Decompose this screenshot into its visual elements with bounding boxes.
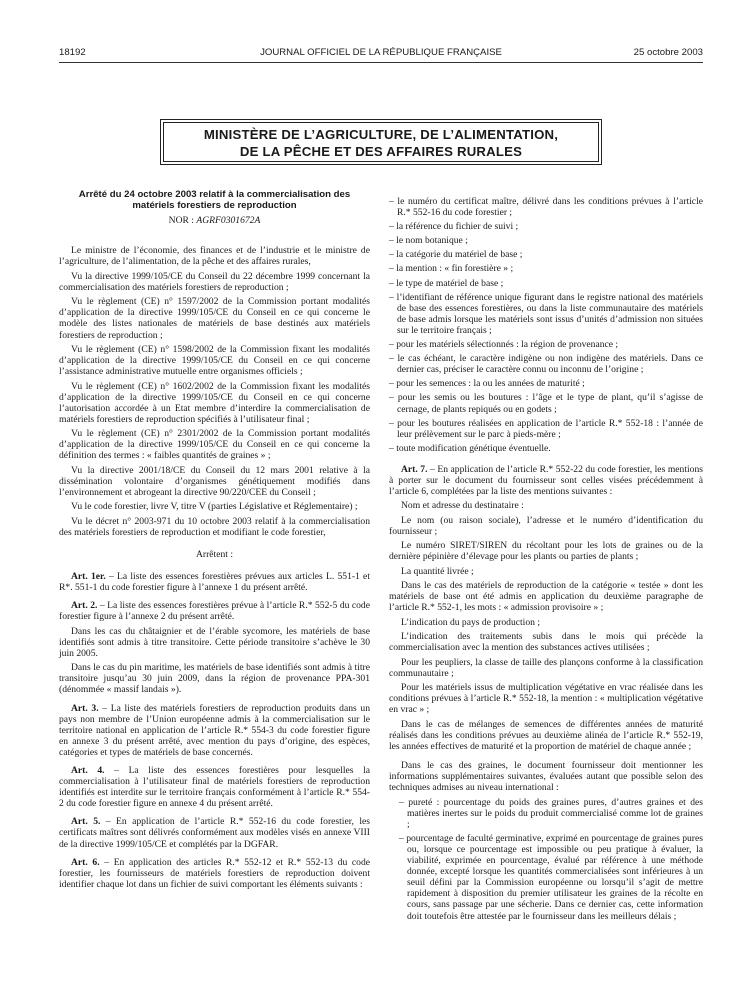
mention-para: Pour les peupliers, la classe de taille des plançons conforme à la classification communautaire ; <box>389 656 703 679</box>
seed-info-item: – pourcentage de faculté germinative, exprimé en pourcentage de graines pures ou, lorsque ce pourcentage est impossible ou peu pratique à évaluer, la viabilité, exprimée en pourcentage, évalué par référence à une méthode donnée, excepté lorsque les quantités commercialisées sont inférieures à un seuil défini par la Commission européenne ou lorsqu’il s’agit de mettre rapidement à disposition du premier utilisateur les graines de la récolte en cours, sans passage par une sécherie. Dans ce dernier cas, cette information doit toutefois être attestée par le fournisseur dans les meilleurs délais ; <box>399 832 703 922</box>
nor-value: AGRF0301672A <box>196 215 261 227</box>
article-5 <box>59 816 370 849</box>
preamble-para: Vu la directive 1999/105/CE du Conseil du 22 décembre 1999 concernant la commercialisation des matériels forestiers de reproduction ; <box>59 270 370 293</box>
article-4 <box>59 765 370 809</box>
ministry-line-1: MINISTÈRE DE L’AGRICULTURE, DE L’ALIMENTATION, <box>203 127 559 142</box>
article-text: – La liste des matériels forestiers de reproduction produits dans un pays non membre de l’Union européenne admis à la commercialisation sur le territoire national en application de l’article R.* 554-3 du code forestier figure en annexe 3 du présent arrêté, avec mention du pays d’origine, des espèces, catégories et types de matériels de base concernés. <box>59 702 370 758</box>
preamble-para: Vu le règlement (CE) n° 1602/2002 de la Commission fixant les modalités d’application de la directive 1999/105/CE du Conseil en ce qui concerne l’autorisation accordée à un Etat membre d’interdire la commercialisation de matériels forestiers de reproduction spécifiés à l’utilisateur final ; <box>59 380 370 425</box>
article-2-para: Dans le cas du pin maritime, les matériels de base identifiés sont admis à titre transitoire jusqu’au 30 juin 2009, dans la région de provenance PPA-301 (dénommée « massif landais »). <box>59 662 370 696</box>
header-rule <box>59 62 703 63</box>
mention-para: Dans le cas des matériels de reproduction de la catégorie « testée » dont les matériels de base ont été admis en application du deuxième paragraphe de l’article R.* 552-1, les mots : « admission provisoire » ; <box>389 580 703 614</box>
mention-para: L’indication des traitements subis dans le mois qui précède la commercialisation avec la mention des substances actives utilisées ; <box>389 631 703 654</box>
article-label: Art. 4. <box>71 765 105 776</box>
nor-reference <box>59 215 370 226</box>
journal-title: JOURNAL OFFICIEL DE LA RÉPUBLIQUE FRANÇAISE <box>260 47 502 58</box>
article-label: Art. 5. <box>71 816 101 828</box>
list-item: – toute modification génétique éventuelle. <box>389 442 551 454</box>
page-number: 18192 <box>59 47 86 58</box>
list-item: – pour les matériels sélectionnés : la région de provenance ; <box>389 339 619 351</box>
list-item: – la catégorie du matériel de base ; <box>389 249 523 261</box>
article-2-para: Dans les cas du châtaignier et de l’érable sycomore, les matériels de base identifiés sont admis à titre transitoire. Cette période transitoire s’achève le 30 juin 2005. <box>59 625 370 659</box>
article-1 <box>59 571 370 593</box>
decree-title: Arrêté du 24 octobre 2003 relatif à la commercialisation des matériels forestiers de reproduction <box>78 189 351 211</box>
list-item: – la mention : « fin forestière » ; <box>389 263 514 275</box>
list-item: – la référence du fichier de suivi ; <box>389 221 519 233</box>
article-3 <box>59 703 370 758</box>
article-text: – La liste des essences forestières prévues aux articles L. 551-1 et R*. 551-1 du code forestier figure à l’annexe 1 du présent arrêté. <box>59 571 370 594</box>
article-label: Art. 3. <box>71 702 99 714</box>
mention-para: Le nom (ou raison sociale), l’adresse et le numéro d’identification du fournisseur ; <box>389 514 703 537</box>
arretent-heading: Arrêtent : <box>195 548 234 560</box>
list-item: – le nom botanique ; <box>389 235 468 247</box>
preamble-para: Vu le règlement (CE) n° 1597/2002 de la Commission portant modalités d’application de la directive 1999/105/CE du Conseil en ce qui concerne le modèle des listes nationales de matériels de base destinés aux matériels forestiers de reproduction ; <box>59 296 370 341</box>
article-7 <box>389 464 703 497</box>
preamble-para: Le ministre de l’économie, des finances et de l’industrie et le ministre de l’agriculture, de l’alimentation, de la pêche et des affaires rurales, <box>59 245 370 268</box>
mention-para: La quantité livrée ; <box>401 565 474 577</box>
preamble-para: Vu le règlement (CE) n° 2301/2002 de la Commission portant modalités d’application de la directive 1999/105/CE du Conseil en ce qui concerne la définition des termes : « faibles quantités de graines » ; <box>59 428 370 462</box>
mention-para: Dans le cas de mélanges de semences de différentes années de maturité réalisés dans les conditions prévues au deuxième alinéa de l’article R.* 552-19, les années effectives de maturité et la proportion de matériel de chaque année ; <box>389 718 703 752</box>
list-item: – pour les boutures réalisées en application de l’article R.* 552-18 : l’année de leur prélèvement sur le parc à pieds-mère ; <box>389 417 703 440</box>
mention-para: Dans le cas des graines, le document fournisseur doit mentionner les informations supplémentaires suivantes, évaluées autant que possible selon des techniques admises au niveau international : <box>389 760 703 794</box>
article-label: Art. 7. <box>401 463 428 475</box>
article-6 <box>59 857 370 890</box>
preamble-para: Vu la directive 2001/18/CE du Conseil du 12 mars 2001 relative à la dissémination volontaire d’organismes génétiquement modifiés dans l’environnement et abrogeant la directive 90/220/CEE du Conseil ; <box>59 464 370 498</box>
list-item: – le type de matériel de base ; <box>389 277 504 289</box>
list-item: – le cas échéant, le caractère indigène ou non indigène des matériels. Dans ce dernier cas, préciser le caractère connu ou inconnu de l’origine ; <box>389 353 703 376</box>
list-item: – le numéro du certificat maître, délivré dans les conditions prévues à l’article R.* 552-16 du code forestier ; <box>389 196 703 219</box>
ministry-line-2: DE LA PÊCHE ET DES AFFAIRES RURALES <box>239 144 523 159</box>
left-column <box>59 190 370 893</box>
mention-para: Le numéro SIRET/SIREN du récoltant pour les lots de graines ou de la dernière pépinière d’élevage pour les plants ou parties de plants ; <box>389 540 703 563</box>
right-column <box>389 196 703 925</box>
seed-info-item: – pureté : pourcentage du poids des graines pures, d’autres graines et des matières inertes sur le poids du produit commercialisé comme lot de graines ; <box>399 796 703 830</box>
ministry-inner-frame <box>163 122 599 162</box>
article-text: – La liste des essences forestières pour lesquelles la commercialisation à l’utilisateur final de matériels forestiers de reproduction identifiés est interdite sur le territoire français conformément à l’article R.* 554-2 du code forestier figure en annexe 4 du présent arrêté. <box>59 765 370 810</box>
article-label: Art. 6. <box>71 856 100 868</box>
article-label: Art. 2. <box>71 600 98 612</box>
article-label: Art. 1er. <box>71 571 106 582</box>
issue-date: 25 octobre 2003 <box>633 47 703 58</box>
article-text: – En application de l’article R.* 552-16 du code forestier, les certificats maîtres sont délivrés conformément aux modèles visés en annexe VIII de la directive 1999/105/CE et complétés par la DGFAR. <box>59 816 371 850</box>
nor-label: NOR : <box>168 215 194 227</box>
article-2 <box>59 600 370 622</box>
mention-para: L’indication du pays de production ; <box>401 616 540 628</box>
running-header <box>59 47 703 63</box>
preamble-para: Vu le code forestier, livre V, titre V (parties Législative et Réglementaire) ; <box>71 501 358 513</box>
mention-para: Nom et adresse du destinataire : <box>401 500 524 512</box>
ministry-box <box>160 119 602 165</box>
article-text: – La liste des essences forestières prévue à l’article R.* 552-5 du code forestier figure à l’annexe 2 du présent arrêté. <box>59 600 370 623</box>
mention-para: Pour les matériels issus de multiplication végétative en vrac réalisée dans les conditions prévues à l’article R.* 552-18, la mention : « multiplication végétative en vrac » ; <box>389 682 703 716</box>
article-text: – En application de l’article R.* 552-22 du code forestier, les mentions à porter sur le document du fournisseur sont celles visées précédemment à l’article 6, complétées par la liste des mentions suivantes : <box>389 463 703 498</box>
preamble-para: Vu le règlement (CE) n° 1598/2002 de la Commission fixant les modalités d’application de la directive 1999/105/CE du Conseil en ce qui concerne l’assistance administrative mutuelle entre organismes officiels ; <box>59 343 370 378</box>
list-item: – pour les semences : la ou les années de maturité ; <box>389 378 585 390</box>
preamble-para: Vu le décret n° 2003-971 du 10 octobre 2003 relatif à la commercialisation des matériels forestiers de reproduction et modifiant le code forestier, <box>59 515 370 538</box>
article-text: – En application des articles R.* 552-12 et R.* 552-13 du code forestier, les fournisseurs de matériels forestiers de reproduction doivent identifier chaque lot dans un fichier de suivi comportant les éléments suivants : <box>59 856 371 890</box>
list-item: – l’identifiant de référence unique figurant dans le registre national des matériels de base des essences forestières, ou dans la liste communautaire des matériels de base admis lorsque les matériels sont issus d’unités d’admission non situées sur le territoire français ; <box>389 291 703 336</box>
list-item: – pour les semis ou les boutures : l’âge et le type de plant, qu’il s’agisse de cernage, de plants repiqués ou en godets ; <box>389 392 703 415</box>
